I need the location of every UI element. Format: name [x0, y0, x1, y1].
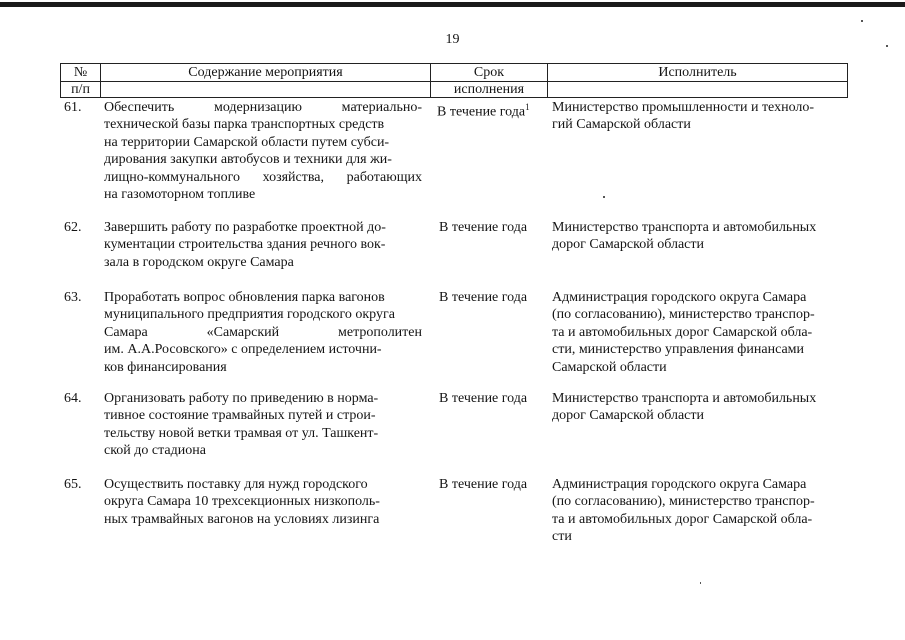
row-executor: Администрация городского округа Самара (по согласованию), министерство транспор- та и автомобильных дорог Самарской обла- сти, министерство управления финансами Самарской области: [552, 290, 815, 375]
row-content: Проработать вопрос обновления парка вагонов муниципального предприятия городского округа Самара «Самарский метрополитен им. А.А.Росовского» с определением источни- ков финансирования: [104, 290, 422, 375]
scan-speck: [603, 196, 605, 198]
header-term-sub: исполнения: [453, 82, 525, 97]
scan-speck: [861, 20, 863, 22]
row-executor: Министерство транспорта и автомобильных дорог Самарской области: [552, 220, 817, 253]
row-term: В течение года: [439, 477, 528, 492]
page-number: 19: [445, 32, 460, 47]
row-number: 65.: [64, 477, 82, 492]
row-content: Осуществить поставку для нужд городского округа Самара 10 трехсекционных низкополь- ных трамвайных вагонов на условиях лизинга: [104, 477, 380, 527]
header-number: №: [73, 65, 88, 80]
scan-speck: [700, 582, 701, 584]
header-content: Содержание мероприятия: [188, 65, 343, 80]
row-executor: Министерство транспорта и автомобильных дорог Самарской области: [552, 391, 817, 424]
header-term: Срок: [473, 65, 505, 80]
top-border: [0, 2, 905, 7]
footnote-mark: 1: [525, 102, 530, 112]
table-header: [60, 63, 848, 98]
row-executor: Министерство промышленности и техноло- гий Самарской области: [552, 100, 815, 133]
row-term: В течение года: [439, 391, 528, 406]
row-content: Организовать работу по приведению в норма- тивное состояние трамвайных путей и строи- тельству новой ветки трамвая от ул. Ташкент- ской до стадиона: [104, 391, 379, 459]
row-number: 64.: [64, 391, 82, 406]
row-number: 63.: [64, 290, 82, 305]
row-term: В течение года$^1$: [437, 102, 530, 120]
header-executor: Исполнитель: [658, 65, 737, 80]
header-number-sub: п/п: [71, 82, 90, 97]
row-term: В течение года: [439, 290, 528, 305]
row-number: 62.: [64, 220, 82, 235]
row-executor: Администрация городского округа Самара (по согласованию), министерство транспор- та и автомобильных дорог Самарской обла- сти: [552, 477, 815, 545]
row-number: 61.: [64, 100, 82, 115]
row-content: Обеспечить модернизацию материально- технической базы парка транспортных средств на территории Самарской области путем субси- дирования закупки автобусов и техники для жи- лищно-коммунального хозяйства, работающих на газомоторном топливе: [104, 100, 422, 203]
row-content: Завершить работу по разработке проектной до- кументации строительства здания речного вок- зала в городском округе Самара: [104, 220, 386, 270]
row-term: В течение года: [439, 220, 528, 235]
